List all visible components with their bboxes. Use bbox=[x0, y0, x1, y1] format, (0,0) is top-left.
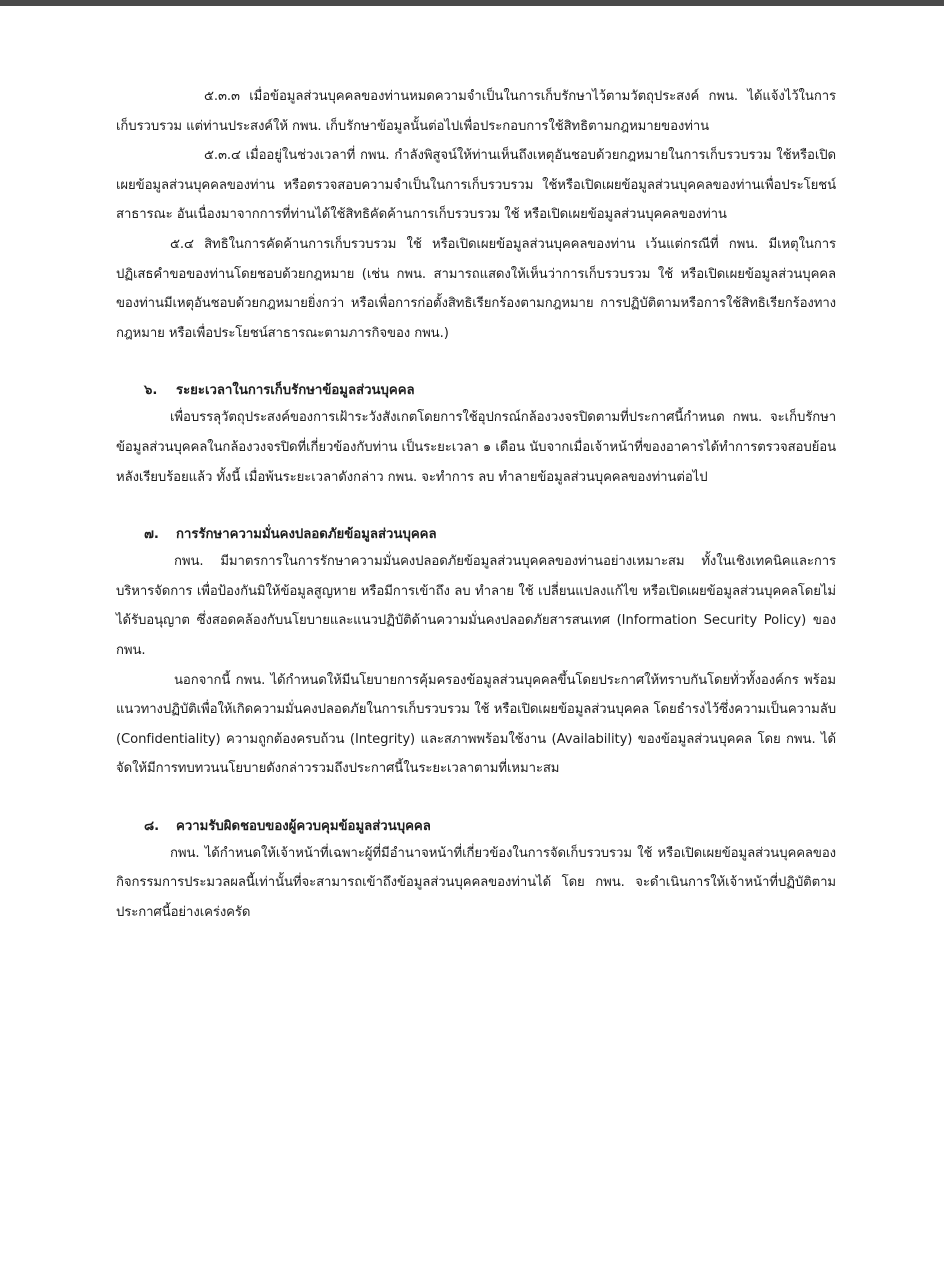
paragraph-5-4: ๕.๔ สิทธิในการคัดค้านการเก็บรวบรวม ใช้ หรือเปิดเผยข้อมูลส่วนบุคคลของท่าน เว้นแต่กรณีที่ กพน. มีเหตุในการปฏิเสธคำขอของท่านโดยชอบด้วยกฎหมาย (เช่น กพน. สามารถแสดงให้เห็นว่าการเก็บรวบรวม ใช้ หรือเปิดเผยข้อมูลส่วนบุคคลของท่านมีเหตุอันชอบด้วยกฎหมายยิ่งกว่า หรือเพื่อการก่อตั้งสิทธิเรียกร้องตามกฎหมาย การปฏิบัติตามหรือการใช้สิทธิเรียกร้องทางกฎหมาย หรือเพื่อประโยชน์สาธารณะตามภารกิจของ กพน.) bbox=[116, 236, 836, 341]
document-page bbox=[116, 82, 836, 928]
paragraph-5-3-4: ๕.๓.๔ เมื่ออยู่ในช่วงเวลาที่ กพน. กำลังพิสูจน์ให้ท่านเห็นถึงเหตุอันชอบด้วยกฎหมายในการเก็บรวบรวม ใช้หรือเปิดเผยข้อมูลส่วนบุคคลของท่าน หรือตรวจสอบความจำเป็นในการเก็บรวบรวม ใช้หรือเปิดเผยข้อมูลส่วนบุคคลของท่านเพื่อประโยชน์สาธารณะ อันเนื่องมาจากการที่ท่านได้ใช้สิทธิคัดค้านการเก็บรวบรวม ใช้ หรือเปิดเผยข้อมูลส่วนบุคคลของท่าน bbox=[116, 148, 836, 223]
section-8-title: ความรับผิดชอบของผู้ควบคุมข้อมูลส่วนบุคคล bbox=[176, 818, 431, 834]
section-6-title: ระยะเวลาในการเก็บรักษาข้อมูลส่วนบุคคล bbox=[176, 383, 415, 399]
section-6-body: เพื่อบรรลุวัตถุประสงค์ของการเฝ้าระวังสังเกตโดยการใช้อุปกรณ์กล้องวงจรปิดตามที่ประกาศนี้กำหนด กพน. จะเก็บรักษาข้อมูลส่วนบุคคลในกล้องวงจรปิดที่เกี่ยวข้องกับท่าน เป็นระยะเวลา ๑ เดือน นับจากเมื่อเจ้าหน้าที่ของอาคารได้ทำการตรวจสอบย้อนหลังเรียบร้อยแล้ว ทั้งนี้ เมื่อพ้นระยะเวลาดังกล่าว กพน. จะทำการ ลบ ทำลายข้อมูลส่วนบุคคลของท่านต่อไป bbox=[116, 410, 836, 485]
section-7-body-1: กพน. มีมาตรการในการรักษาความมั่นคงปลอดภัยข้อมูลส่วนบุคคลของท่านอย่างเหมาะสม ทั้งในเชิงเทคนิคและการบริหารจัดการ เพื่อป้องกันมิให้ข้อมูลสูญหาย หรือมีการเข้าถึง ลบ ทำลาย ใช้ เปลี่ยนแปลงแก้ไข หรือเปิดเผยข้อมูลส่วนบุคคลโดยไม่ได้รับอนุญาต ซึ่งสอดคล้องกับนโยบายและแนวปฏิบัติด้านความมั่นคงปลอดภัยสารสนเทศ (Information Security Policy) ของ กพน. bbox=[116, 554, 836, 658]
top-border bbox=[0, 0, 944, 6]
section-6-heading bbox=[116, 379, 836, 403]
section-7-title: การรักษาความมั่นคงปลอดภัยข้อมูลส่วนบุคคล bbox=[176, 527, 437, 543]
section-7-number: ๗. bbox=[144, 527, 159, 543]
section-7-heading bbox=[116, 523, 836, 547]
section-8-body: กพน. ได้กำหนดให้เจ้าหน้าที่เฉพาะผู้ที่มีอำนาจหน้าที่เกี่ยวข้องในการจัดเก็บรวบรวม ใช้ หรือเปิดเผยข้อมูลส่วนบุคคลของกิจกรรมการประมวลผลนี้เท่านั้นที่จะสามารถเข้าถึงข้อมูลส่วนบุคคลของท่านได้ โดย กพน. จะดำเนินการให้เจ้าหน้าที่ปฏิบัติตามประกาศนี้อย่างเคร่งครัด bbox=[116, 845, 836, 921]
paragraph-5-3-3: ๕.๓.๓ เมื่อข้อมูลส่วนบุคคลของท่านหมดความจำเป็นในการเก็บรักษาไว้ตามวัตถุประสงค์ กพน. ได้แจ้งไว้ในการเก็บรวบรวม แต่ท่านประสงค์ให้ กพน. เก็บรักษาข้อมูลนั้นต่อไปเพื่อประกอบการใช้สิทธิตามกฎหมายของท่าน bbox=[116, 89, 836, 134]
section-7-body-2: นอกจากนี้ กพน. ได้กำหนดให้มีนโยบายการคุ้มครองข้อมูลส่วนบุคคลขึ้นโดยประกาศให้ทราบกันโดยทั่วทั้งองค์กร พร้อมแนวทางปฏิบัติเพื่อให้เกิดความมั่นคงปลอดภัยในการเก็บรวบรวม ใช้ หรือเปิดเผยข้อมูลส่วนบุคคล โดยธำรงไว้ซึ่งความเป็นความลับ (Confidentiality) ความถูกต้องครบถ้วน (Integrity) และสภาพพร้อมใช้งาน (Availability) ของข้อมูลส่วนบุคคล โดย กพน. ได้จัดให้มีการทบทวนนโยบายดังกล่าวรวมถึงประกาศนี้ในระยะเวลาตามที่เหมาะสม bbox=[116, 672, 836, 777]
section-8-heading bbox=[116, 815, 836, 839]
section-8-number: ๘. bbox=[144, 818, 160, 834]
section-6-number: ๖. bbox=[144, 383, 158, 399]
